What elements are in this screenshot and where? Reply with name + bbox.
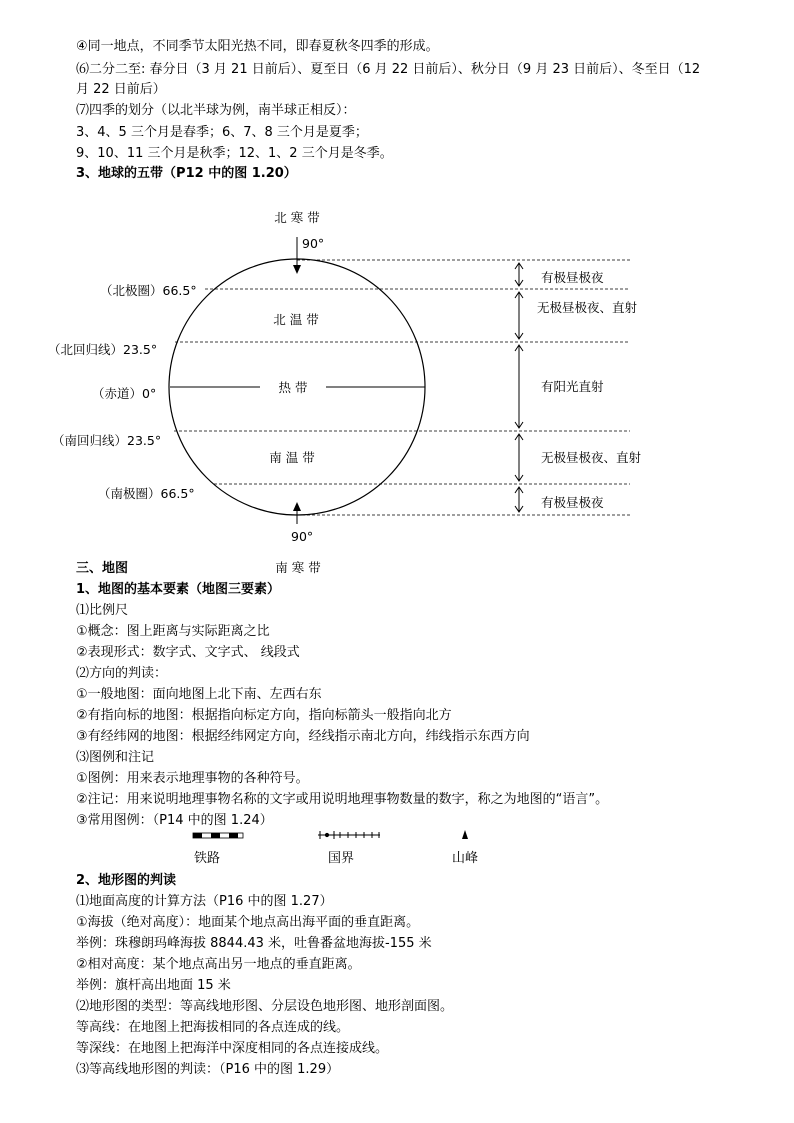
label-deg-top: 90°: [302, 236, 325, 251]
label-tropic-capricorn: （南回归线）23.5°: [52, 433, 162, 448]
text-line: ③有经纬网的地图：根据经纬网定方向，经线指示南北方向，纬线指示东西方向: [76, 729, 530, 744]
text-line: 等深线：在地图上把海洋中深度相同的各点连接成线。: [76, 1041, 389, 1056]
text-line: 举例：旗杆高出地面 15 米: [76, 978, 231, 993]
text-line: ①一般地图：面向地图上北下南、左西右东: [76, 687, 322, 702]
section-heading: 1、地图的基本要素（地图三要素）: [76, 582, 281, 597]
legend-peak-label: 山峰: [452, 851, 479, 866]
text-line: 9、10、11 三个月是秋季；12、1、2 三个月是冬季。: [76, 146, 393, 161]
text-line: ④同一地点，不同季节太阳光热不同，即春夏秋冬四季的形成。: [76, 39, 439, 54]
text-line: ⑵地形图的类型：等高线地形图、分层设色地形图、地形剖面图。: [76, 999, 454, 1014]
text-line: 等高线：在地图上把海拔相同的各点连成的线。: [76, 1020, 350, 1035]
text-line: ①概念：图上距离与实际距离之比: [76, 624, 270, 639]
label-equator: （赤道）0°: [92, 386, 157, 401]
border-symbol-icon: [318, 831, 380, 839]
label-arctic-circle: （北极圈）66.5°: [100, 283, 197, 298]
label-right-3: 有阳光直射: [541, 379, 604, 394]
text-line: ⑴比例尺: [76, 603, 129, 618]
text-line: ②表现形式：数字式、文字式、 线段式: [76, 645, 300, 660]
label-south-temperate: 南 温 带: [269, 450, 315, 465]
label-right-2: 无极昼极夜、直射: [537, 300, 638, 315]
text-line: ⑶等高线地形图的判读：（P16 中的图 1.29）: [76, 1062, 340, 1077]
text-line: ⑶图例和注记: [76, 750, 155, 765]
text-line: ①海拔（绝对高度）：地面某个地点高出海平面的垂直距离。: [76, 915, 420, 930]
text-line: ⑴地面高度的计算方法（P16 中的图 1.27）: [76, 894, 333, 909]
section-title: 三、地图: [76, 561, 129, 576]
text-line: ⑺四季的划分（以北半球为例，南半球正相反）：: [76, 103, 356, 118]
legend-railway-label: 铁路: [194, 851, 221, 866]
label-south-frigid: 南 寒 带: [275, 560, 321, 575]
text-line: ③常用图例：（P14 中的图 1.24）: [76, 813, 273, 828]
text-line: ②注记：用来说明地理事物名称的文字或用说明地理事物数量的数字，称之为地图的“语言”。: [76, 792, 609, 807]
text-line: 月 22 日前后）: [76, 82, 166, 97]
section-heading: 3、地球的五带（P12 中的图 1.20）: [76, 166, 297, 181]
text-line: 3、4、5 三个月是春季；6、7、8 三个月是夏季；: [76, 125, 368, 140]
text-line: ⑹二分二至: 春分日（3 月 21 日前后）、夏至日（6 月 22 日前后）、秋分日（9 月 23 日前后）、冬至日（12: [76, 62, 701, 77]
label-right-4: 无极昼极夜、直射: [541, 450, 642, 465]
label-right-1: 有极昼极夜: [541, 270, 604, 285]
text-line: ②相对高度：某个地点高出另一地点的垂直距离。: [76, 957, 361, 972]
label-antarctic-circle: （南极圈）66.5°: [98, 486, 195, 501]
label-north-frigid: 北 寒 带: [274, 210, 320, 225]
railway-symbol-icon: [193, 833, 243, 838]
text-line: ②有指向标的地图：根据指向标定方向，指向标箭头一般指向北方: [76, 708, 452, 723]
legend-symbols: [0, 825, 794, 855]
label-north-temperate: 北 温 带: [273, 312, 319, 327]
legend-border-label: 国界: [328, 851, 355, 866]
label-deg-bottom: 90°: [291, 529, 314, 544]
text-line: ⑵方向的判读：: [76, 666, 168, 681]
text-line: ①图例：用来表示地理事物的各种符号。: [76, 771, 309, 786]
label-tropical: 热 带: [278, 380, 308, 395]
peak-symbol-icon: [462, 830, 468, 839]
label-tropic-cancer: （北回归线）23.5°: [48, 342, 158, 357]
text-line: 举例：珠穆朗玛峰海拔 8844.43 米，吐鲁番盆地海拔-155 米: [76, 936, 432, 951]
label-right-5: 有极昼极夜: [541, 495, 604, 510]
section-heading: 2、地形图的判读: [76, 873, 177, 888]
